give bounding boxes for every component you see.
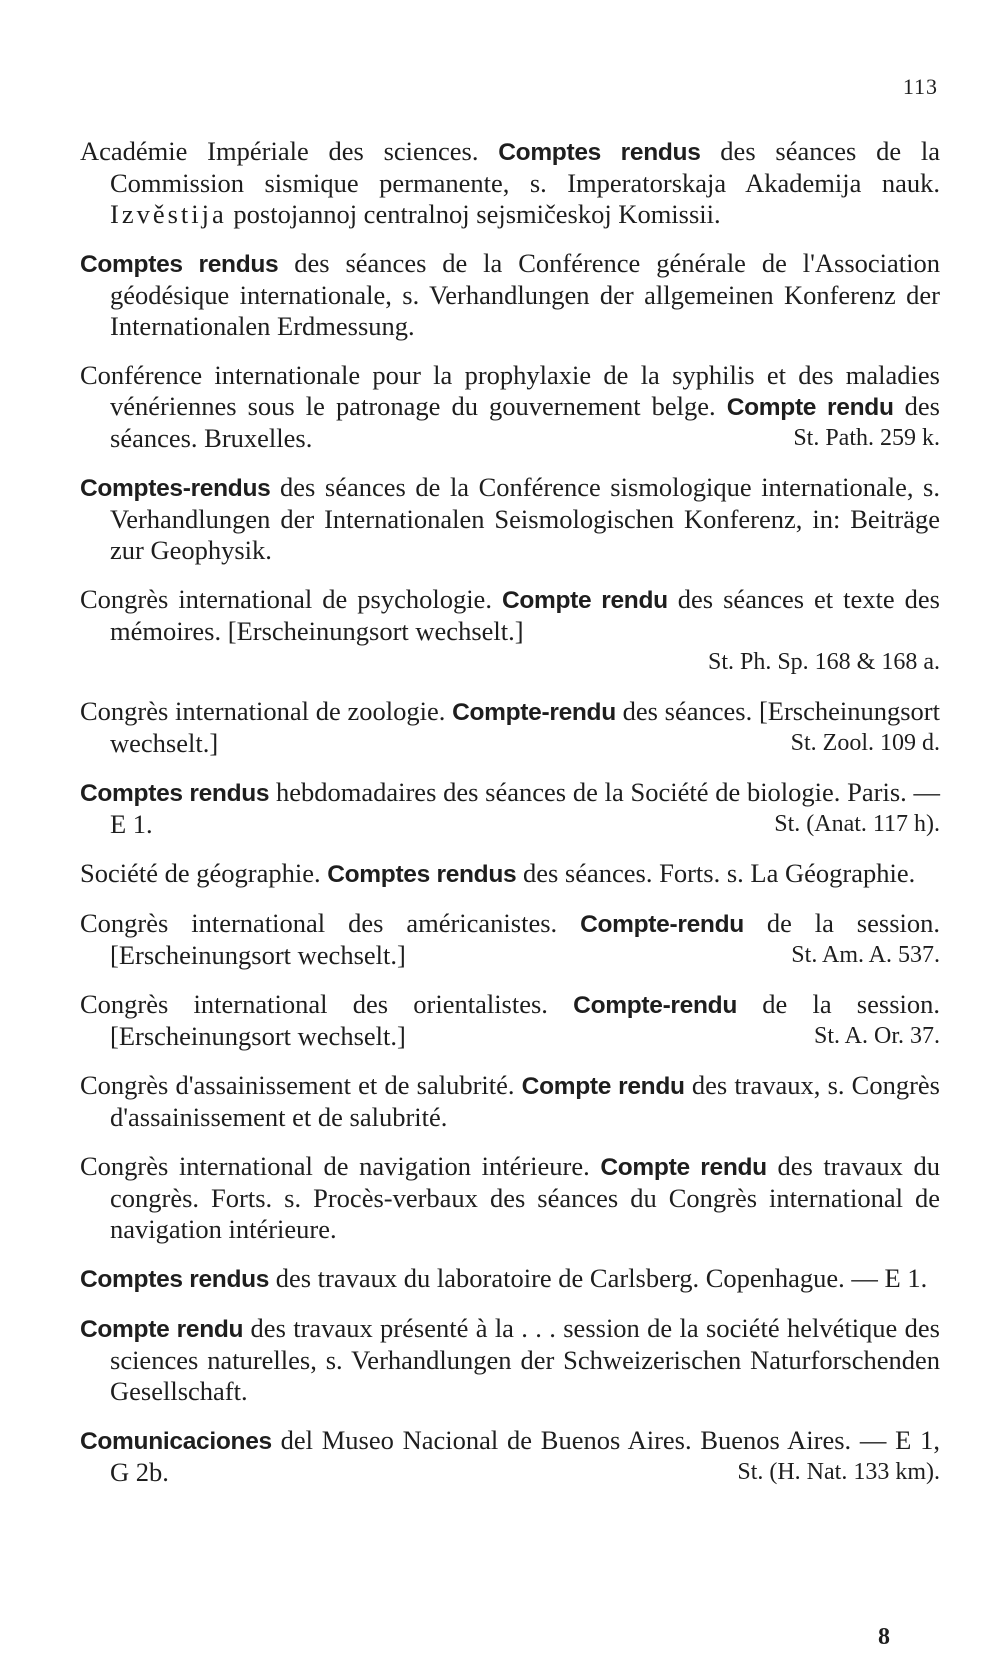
list-item xyxy=(80,584,940,678)
entry-text: Congrès international de psychologie. xyxy=(80,584,502,614)
entry-keyword: Comptes rendus xyxy=(327,861,517,888)
list-item xyxy=(80,696,940,759)
page-number: 113 xyxy=(902,74,938,99)
entry-text: des séances. [Erscheinungsort wechselt.] xyxy=(110,696,940,758)
list-item xyxy=(80,908,940,971)
list-item xyxy=(80,360,940,454)
entry-text: Académie Impériale des sciences. xyxy=(80,136,499,166)
entry-text: Congrès d'assainissement et de salubrité. xyxy=(80,1070,522,1100)
bibliography-list xyxy=(80,136,940,1506)
list-item xyxy=(80,1151,940,1245)
entry-text: del Museo Nacional de Buenos Aires. Buenos Aires. — E 1, G 2b. xyxy=(110,1425,940,1487)
entry-text: des séances et texte des mémoires. [Erscheinungsort wechselt.] xyxy=(110,584,940,646)
list-item xyxy=(80,1263,940,1295)
entry-keyword: Compte-rendu xyxy=(573,992,737,1019)
entry-text: Congrès international de navigation intérieure. xyxy=(80,1151,601,1181)
shelf-mark: St. A. Or. 37. xyxy=(813,1023,940,1049)
entry-text: des séances. Forts. s. La Géographie. xyxy=(516,858,916,888)
entry-keyword: Comptes rendus xyxy=(80,1266,270,1293)
entry-keyword: Comptes rendus xyxy=(80,251,279,278)
entry-keyword: Compte rendu xyxy=(80,1316,244,1343)
shelf-mark: St. (Anat. 117 h). xyxy=(774,811,940,837)
entry-keyword: Compte rendu xyxy=(600,1154,767,1181)
entry-text: Conférence internationale pour la prophylaxie de la syphilis et des maladies vénériennes sous le patronage du gouvernement belge. xyxy=(80,360,940,421)
entry-text: Congrès international des américanistes. xyxy=(80,908,581,938)
signature-mark: 8 xyxy=(878,1624,890,1650)
entry-text: des séances de la Conférence sismologique internationale, s. Verhandlungen der Internationalen Seismologischen Konferenz, in: Beiträge zur Geophysik. xyxy=(110,472,940,565)
entry-text: des travaux, s. Congrès d'assainissement et de salubrité. xyxy=(110,1070,940,1132)
entry-keyword: Compte rendu xyxy=(726,394,894,421)
entry-keyword: Compte-rendu xyxy=(452,699,616,726)
list-item xyxy=(80,1313,940,1407)
entry-keyword: Comptes rendus xyxy=(80,780,270,807)
shelf-mark: St. Ph. Sp. 168 & 168 a. xyxy=(707,649,940,675)
list-item xyxy=(80,777,940,840)
shelf-mark: St. Zool. 109 d. xyxy=(790,730,940,756)
list-item xyxy=(80,472,940,566)
list-item xyxy=(80,1425,940,1488)
entry-text: Congrès international des orientalistes. xyxy=(80,989,574,1019)
shelf-mark: St. Path. 259 k. xyxy=(793,425,940,451)
list-item xyxy=(80,1070,940,1133)
list-item xyxy=(80,858,940,890)
entry-text: des travaux du laboratoire de Carlsberg. Copenhague. — E 1. xyxy=(269,1263,928,1293)
entry-text: hebdomadaires des séances de la Société de biologie. Paris. — E 1. xyxy=(110,777,941,839)
entry-text: des séances de la Commission sismique permanente, s. Imperatorskaja Akademija nauk. xyxy=(110,136,941,198)
entry-text: des travaux du congrès. Forts. s. Procès-verbaux des séances du Congrès international de navigation intérieure. xyxy=(110,1151,940,1244)
list-item xyxy=(80,248,940,342)
list-item xyxy=(80,136,940,230)
entry-text: de la session. [Erscheinungsort wechselt.] xyxy=(110,908,940,970)
entry-text: de la session. [Erscheinungsort wechselt.] xyxy=(110,989,940,1051)
entry-spaced-title: Izvěstija xyxy=(110,199,227,229)
entry-text: des séances. Bruxelles. xyxy=(110,391,941,453)
entry-keyword: Compte-rendu xyxy=(580,911,744,938)
entry-keyword: Comptes rendus xyxy=(498,139,701,166)
entry-text: Société de géographie. xyxy=(80,858,328,888)
entry-text: postojannoj centralnoj sejsmičeskoj Komissii. xyxy=(226,199,721,229)
shelf-mark: St. (H. Nat. 133 km). xyxy=(737,1459,940,1485)
list-item xyxy=(80,989,940,1052)
entry-keyword: Compte rendu xyxy=(521,1073,685,1100)
entry-text: Congrès international de zoologie. xyxy=(80,696,453,726)
entry-text: des séances de la Conférence générale de l'Association géodésique internationale, s. Verhandlungen der allgemeinen Konferenz der Internationalen Erdmessung. xyxy=(110,248,940,341)
entry-text: des travaux présenté à la . . . session de la société helvétique des sciences naturelles, s. Verhandlungen der Schweizerischen Naturforschenden Gesellschaft. xyxy=(110,1313,940,1406)
entry-keyword: Comunicaciones xyxy=(80,1428,272,1455)
shelf-mark: St. Am. A. 537. xyxy=(791,942,940,968)
entry-keyword: Compte rendu xyxy=(501,587,668,614)
entry-keyword: Comptes-rendus xyxy=(80,475,271,502)
